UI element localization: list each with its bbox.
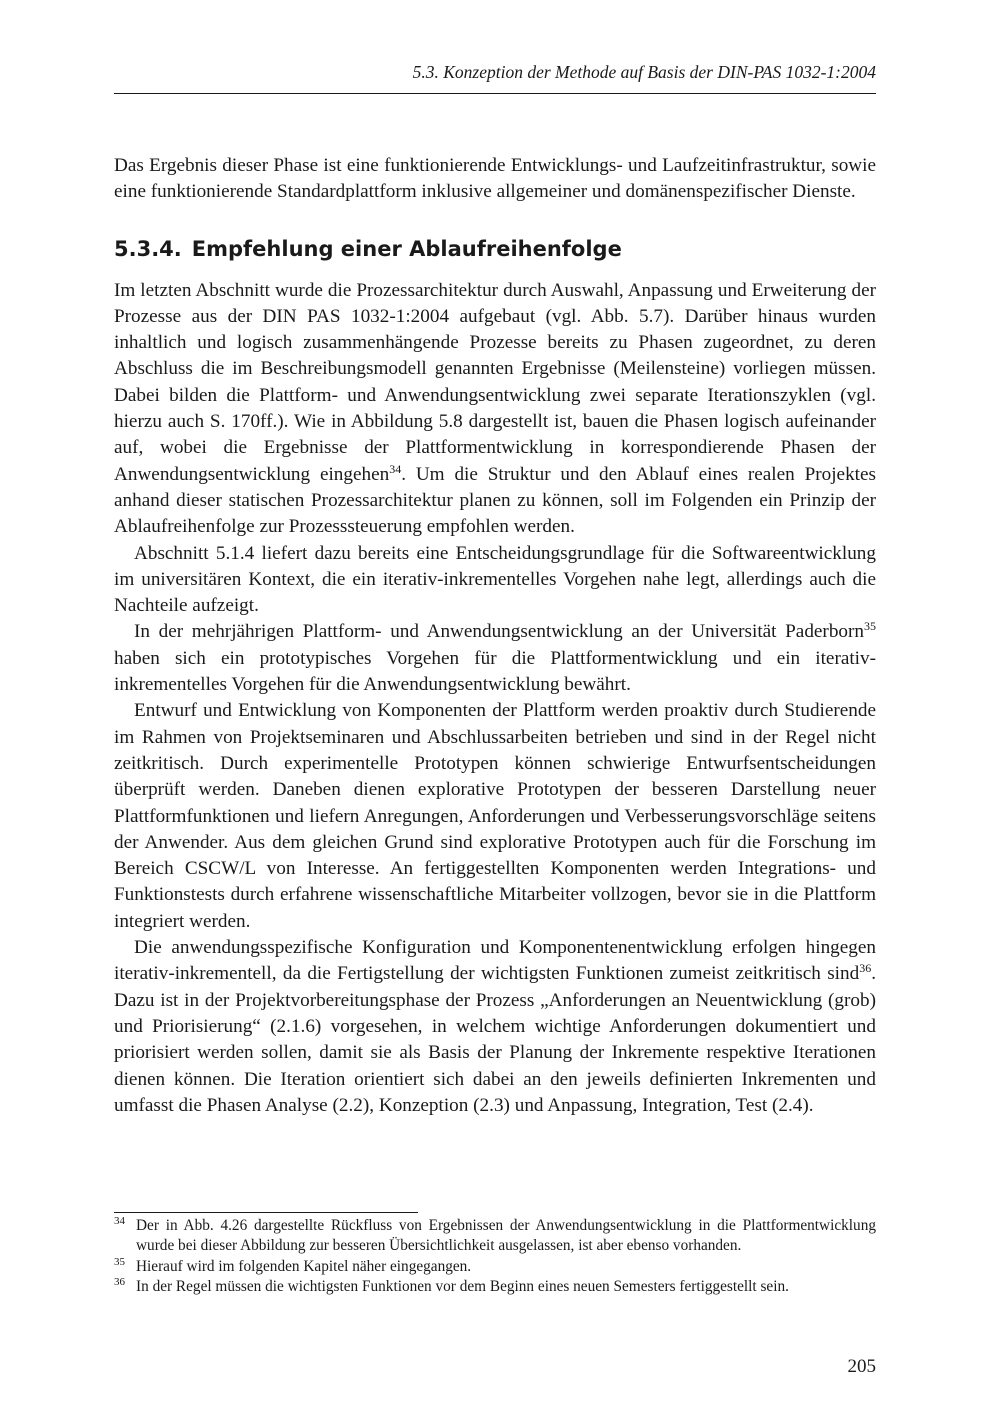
running-header: 5.3. Konzeption der Methode auf Basis der DIN-PAS 1032-1:2004 bbox=[412, 62, 876, 82]
footnote-mark: 35 bbox=[114, 1255, 125, 1268]
footnote-rule bbox=[114, 1212, 418, 1213]
section-number: 5.3.4. bbox=[114, 236, 182, 261]
footnote-text: In der Regel müssen die wichtigsten Funktionen vor dem Beginn eines neuen Semesters fertiggestellt sein. bbox=[136, 1277, 789, 1295]
footnote-35 bbox=[114, 1257, 876, 1277]
intro-paragraph: Das Ergebnis dieser Phase ist eine funktionierende Entwicklungs- und Laufzeitinfrastruktur, sowie eine funktionierende Standardplattform inklusive allgemeiner und domänenspezifischer Dienste. bbox=[114, 155, 876, 203]
paragraph-3-text-a: In der mehrjährigen Plattform- und Anwendungsentwicklung an der Universität Paderborn bbox=[134, 621, 864, 643]
footnote-mark: 36 bbox=[114, 1275, 125, 1288]
footnotes bbox=[114, 1216, 876, 1297]
paragraph-5-text-a: Die anwendungsspezifische Konfiguration und Komponentenentwicklung erfolgen hingegen iterativ-inkrementell, da die Fertigstellung der wichtigsten Funktionen zumeist zeitkritisch sind bbox=[114, 937, 876, 985]
body-text bbox=[114, 153, 876, 1119]
paragraph-5-text-b: . Dazu ist in der Projektvorbereitungsphase der Prozess „Anforderungen an Neuentwicklung (grob) und Priorisierung“ (2.1.6) vorgesehen, in welchem wichtige Anforderungen dokumentiert und priorisiert werden sollen, damit sie als Basis der Planung der Inkremente respektive Iterationen dienen können. Die Iteration orientiert sich dabei an den jeweils definierten Inkrementen und umfasst die Phasen Analyse (2.2), Konzeption (2.3) und Anpassung, Integration, Test (2.4). bbox=[114, 963, 876, 1116]
footnote-34 bbox=[114, 1216, 876, 1257]
page-number: 205 bbox=[847, 1356, 876, 1377]
paragraph-1-text-b: . Um die Struktur und den Ablauf eines realen Projektes anhand dieser statischen Prozessarchitektur planen zu können, soll im Folgenden ein Prinzip der Ablaufreihenfolge zur Prozesssteuerung empfohlen werden. bbox=[114, 463, 876, 538]
footnote-36 bbox=[114, 1277, 876, 1297]
section-title: Empfehlung einer Ablaufreihenfolge bbox=[191, 236, 622, 261]
footnote-ref-34[interactable]: 34 bbox=[389, 461, 402, 476]
paragraph-5 bbox=[114, 935, 876, 1119]
section-heading bbox=[114, 235, 876, 263]
footnote-ref-36[interactable]: 36 bbox=[859, 961, 872, 976]
footnote-ref-35[interactable]: 35 bbox=[864, 619, 876, 634]
paragraph-1 bbox=[114, 278, 876, 541]
paragraph-2: Abschnitt 5.1.4 liefert dazu bereits eine Entscheidungsgrundlage für die Softwareentwicklung im universitären Kontext, die ein iterativ-inkrementelles Vorgehen nahe legt, allerdings auch die Nachteile aufzeigt. bbox=[114, 542, 876, 617]
footnote-mark: 34 bbox=[114, 1215, 125, 1227]
paragraph-4: Entwurf und Entwicklung von Komponenten der Plattform werden proaktiv durch Studierende im Rahmen von Projektseminaren und Abschlussarbeiten betrieben und sind in der Regel nicht zeitkritisch. Durch experimentelle Prototypen können schwierige Entwurfsentscheidungen überprüft werden. Daneben dienen explorative Prototypen der besseren Darstellung neuer Plattformfunktionen und liefern Anregungen, Anforderungen und Verbesserungsvorschläge seitens der Anwender. Aus dem gleichen Grund sind explorative Prototypen auch für die Forschung im Bereich CSCW/L von Interesse. An fertiggestellten Komponenten werden Integrations- und Funktionstests durch erfahrene wissenschaftliche Mitarbeiter vollzogen, bevor sie in die Plattform integriert werden. bbox=[114, 700, 876, 932]
paragraph-3-text-b: haben sich ein prototypisches Vorgehen für die Plattformentwicklung und ein iterativ-inkrementelles Vorgehen für die Anwendungsentwicklung bewährt. bbox=[114, 647, 876, 696]
header-rule bbox=[114, 93, 876, 94]
paragraph-3 bbox=[114, 619, 876, 698]
footnote-text: Der in Abb. 4.26 dargestellte Rückfluss von Ergebnissen der Anwendungsentwicklung in die Plattformentwicklung wurde bei dieser Abbildung zur besseren Übersichtlichkeit ausgelassen, ist aber ebenso vorhanden. bbox=[136, 1217, 876, 1255]
paragraph-1-text-a: Im letzten Abschnitt wurde die Prozessarchitektur durch Auswahl, Anpassung und Erweiterung der Prozesse aus der DIN PAS 1032-1:2004 aufgebaut (vgl. Abb. 5.7). Darüber hinaus wurden inhaltlich und logisch zusammenhängende Prozesse bereits zu Phasen zugeordnet, zu deren Abschluss die im Beschreibungsmodell genannten Ergebnisse (Meilensteine) vorliegen müssen. Dabei bilden die Plattform- und Anwendungsentwicklung zwei separate Iterationszyklen (vgl. hierzu auch S. 170ff.). Wie in Abbildung 5.8 dargestellt ist, bauen die Phasen logisch aufeinander auf, wobei die Ergebnisse der Plattformentwicklung in korrespondierende Phasen der Anwendungsentwicklung eingehen bbox=[114, 279, 876, 485]
footnote-text: Hierauf wird im folgenden Kapitel näher eingegangen. bbox=[136, 1257, 472, 1275]
